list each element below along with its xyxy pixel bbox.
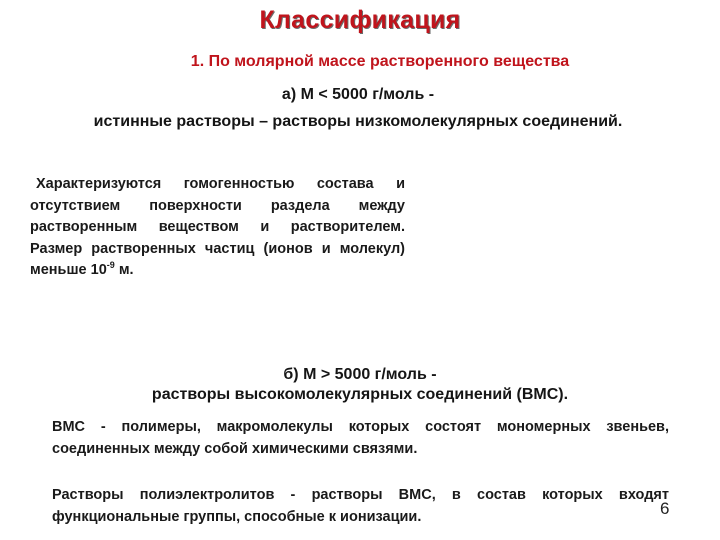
section-a-exponent: -9 xyxy=(106,260,115,271)
section-a-definition: истинные растворы – растворы низкомолекулярных соединений. xyxy=(93,113,623,130)
section-b-paragraph-2: Растворы полиэлектролитов - растворы ВМС, в состав которых входят функциональные группы, способные к ионизации. xyxy=(52,487,669,525)
slide-title: Классификация xyxy=(259,6,461,34)
section-a-heading-text: а) М < 5000 г/моль - xyxy=(281,86,435,103)
section-a-paragraph-text: Характеризуются гомогенностью состава и отсутствием поверхности раздела между растворенным веществом и растворителем. Размер растворенных частиц (ионов и молекул) меньше 10 xyxy=(30,176,405,279)
section-b-heading: б) М > 5000 г/моль - xyxy=(283,366,437,383)
section-b-paragraph-1: ВМС - полимеры, макромолекулы которых состоят мономерных звеньев, соединенных между собой химическими связями. xyxy=(52,419,669,457)
section-a-paragraph-tail: м. xyxy=(114,262,134,279)
section-a-paragraph xyxy=(30,174,405,282)
section-a-heading xyxy=(0,86,720,104)
slide-subtitle: 1. По молярной массе растворенного вещества xyxy=(190,53,570,70)
page-number: 6 xyxy=(660,499,670,518)
section-b-definition: растворы высокомолекулярных соединений (ВМС). xyxy=(151,386,569,403)
